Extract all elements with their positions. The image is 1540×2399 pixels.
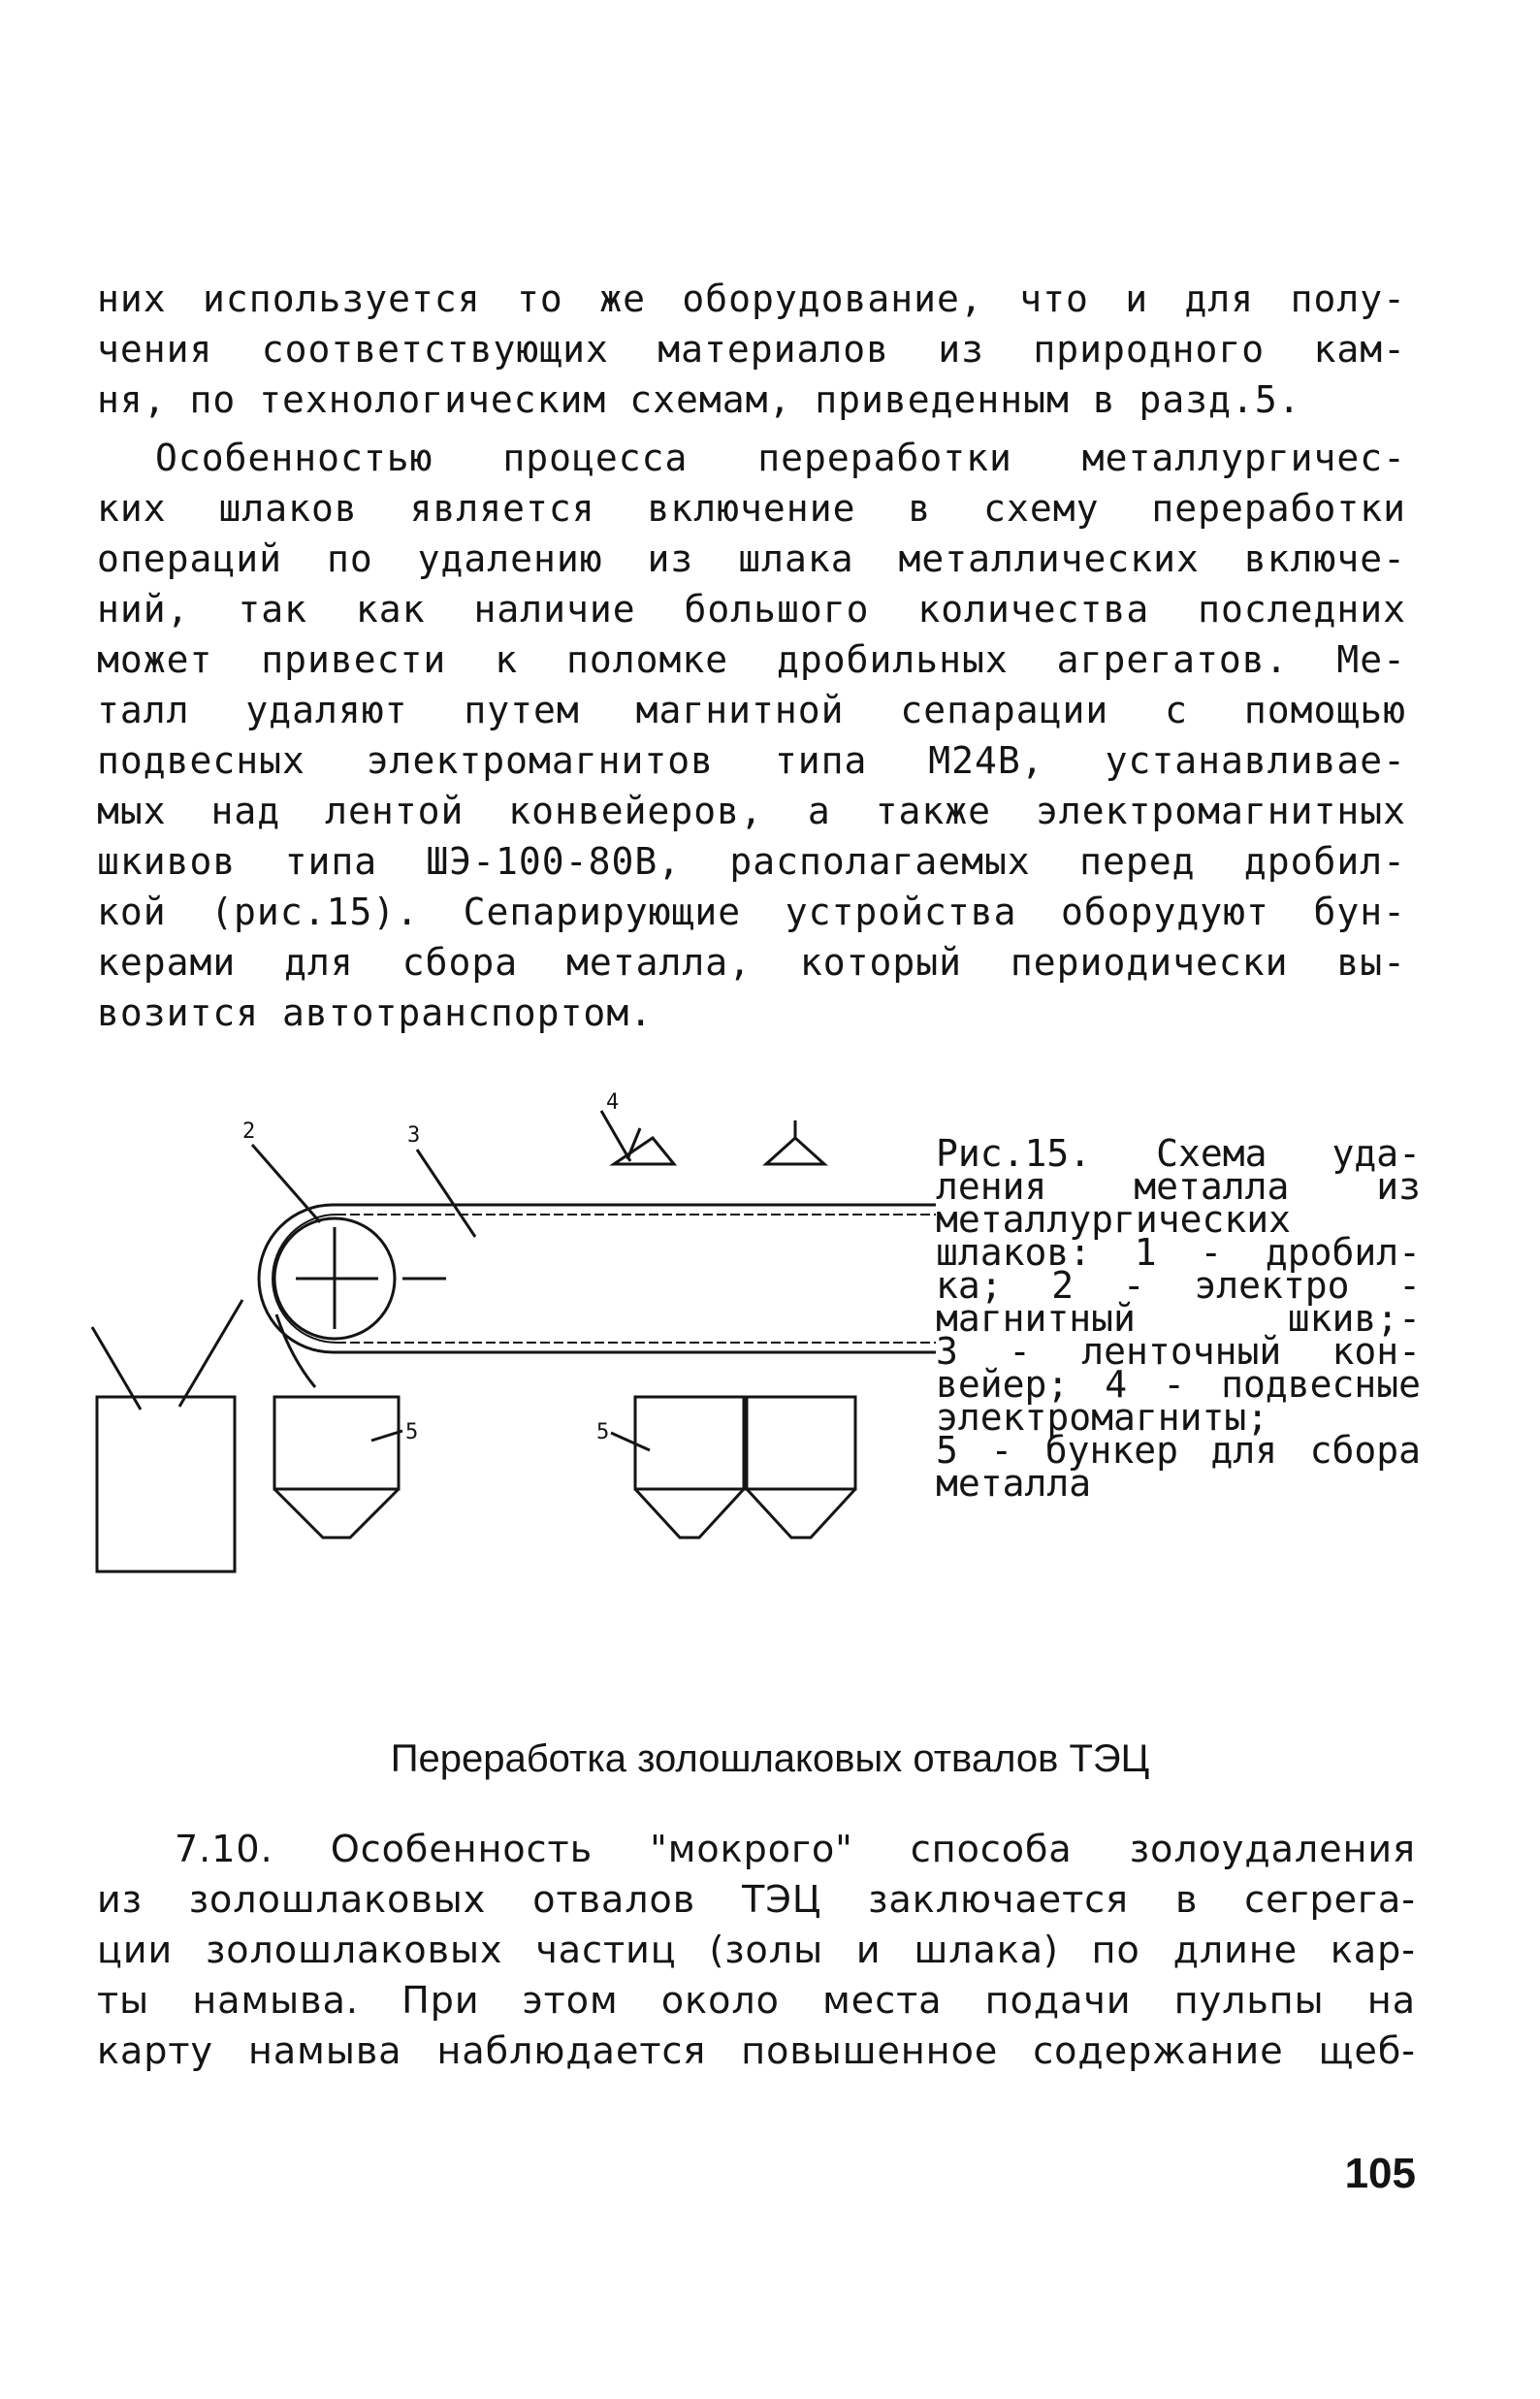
caption-line: металлургических bbox=[936, 1198, 1292, 1241]
page-number: 105 bbox=[1344, 2150, 1416, 2197]
label-pulley: 2 bbox=[242, 1119, 256, 1144]
caption-line: металла bbox=[936, 1462, 1092, 1505]
text-line: чения соответствующих материалов из природного кам- bbox=[97, 328, 1406, 371]
text-line: них используется то же оборудование, что и для полу- bbox=[97, 277, 1406, 320]
label-bunker-right: 5 bbox=[596, 1420, 610, 1444]
text-line: ний, так как наличие большого количества последних bbox=[97, 588, 1406, 631]
text-line: из золошлаковых отвалов ТЭЦ заключается в сегрега- bbox=[97, 1878, 1416, 1921]
text-line: карту намыва наблюдается повышенное содержание щеб- bbox=[97, 2029, 1416, 2072]
text-line: талл удаляют путем магнитной сепарации с помощью bbox=[97, 689, 1406, 731]
text-line: кой (рис.15). Сепарирующие устройства оборудуют бун- bbox=[97, 891, 1406, 933]
figure-caption bbox=[936, 1132, 1421, 1505]
caption-line: магнитный шкив;- bbox=[936, 1297, 1421, 1340]
text-line: подвесных электромагнитов типа М24В, устанавливае- bbox=[97, 739, 1406, 782]
text-line: операций по удалению из шлака металлических включе- bbox=[97, 537, 1406, 580]
figure-15-diagram bbox=[82, 1082, 936, 1586]
feed-line bbox=[179, 1300, 242, 1407]
caption-line: ка; 2 - электро - bbox=[936, 1264, 1421, 1307]
bunker-right-b bbox=[747, 1397, 855, 1489]
text-line: ких шлаков является включение в схему переработки bbox=[97, 487, 1406, 530]
pulley-leader-line bbox=[252, 1145, 320, 1222]
bunker-left bbox=[274, 1397, 399, 1489]
conveyor-leader-line bbox=[417, 1150, 475, 1237]
text-line: мых над лентой конвейеров, а также электромагнитных bbox=[97, 790, 1406, 832]
text-line: ня, по технологическим схемам, приведенным в разд.5. bbox=[97, 378, 1301, 421]
bunker-right-leader bbox=[611, 1433, 650, 1450]
caption-line: 3 - ленточный кон- bbox=[936, 1330, 1421, 1373]
bunker-right-a-hopper bbox=[635, 1489, 744, 1538]
metal-removal-scheme bbox=[82, 1082, 936, 1586]
label-bunker-left: 5 bbox=[405, 1420, 419, 1444]
magnet-leader-line bbox=[601, 1111, 630, 1161]
text-line: может привести к поломке дробильных агрегатов. Ме- bbox=[97, 638, 1406, 681]
crusher-box bbox=[97, 1397, 235, 1572]
paragraph-ash-dumps bbox=[97, 1824, 1416, 2076]
caption-line: электромагниты; bbox=[936, 1396, 1269, 1439]
label-magnet: 4 bbox=[606, 1090, 620, 1115]
caption-line: 5 - бункер для сбора bbox=[936, 1429, 1421, 1472]
caption-line: вейер; 4 - подвесные bbox=[936, 1363, 1421, 1406]
paragraph-continuation bbox=[97, 274, 1406, 425]
text-line: шкивов типа ШЭ-100-80В, располагаемых перед дробил- bbox=[97, 840, 1406, 883]
bunker-left-hopper bbox=[274, 1489, 399, 1538]
section-heading: Переработка золошлаковых отвалов ТЭЦ bbox=[390, 1737, 1150, 1780]
text-line: ты намыва. При этом около места подачи пульпы на bbox=[97, 1979, 1416, 2022]
electromagnet-2 bbox=[766, 1138, 824, 1164]
electromagnet-1-hanger bbox=[627, 1128, 640, 1159]
caption-line: шлаков: 1 - дробил- bbox=[936, 1231, 1421, 1274]
text-line: Особенностью процесса переработки металлургичес- bbox=[155, 437, 1406, 479]
bunker-right-b-hopper bbox=[747, 1489, 855, 1538]
caption-line: ления металла из bbox=[936, 1165, 1421, 1208]
caption-line: Рис.15. Схема уда- bbox=[936, 1132, 1421, 1175]
bunker-right-a bbox=[635, 1397, 744, 1489]
text-line: керами для сбора металла, который периодически вы- bbox=[97, 941, 1406, 984]
paragraph-metal-separation bbox=[97, 433, 1406, 1038]
label-conveyor: 3 bbox=[407, 1123, 421, 1148]
text-line: 7.10. Особенность "мокрого" способа золоудаления bbox=[175, 1828, 1416, 1870]
text-line: ции золошлаковых частиц (золы и шлака) по длине кар- bbox=[97, 1929, 1416, 1971]
text-line: возится автотранспортом. bbox=[97, 991, 654, 1034]
